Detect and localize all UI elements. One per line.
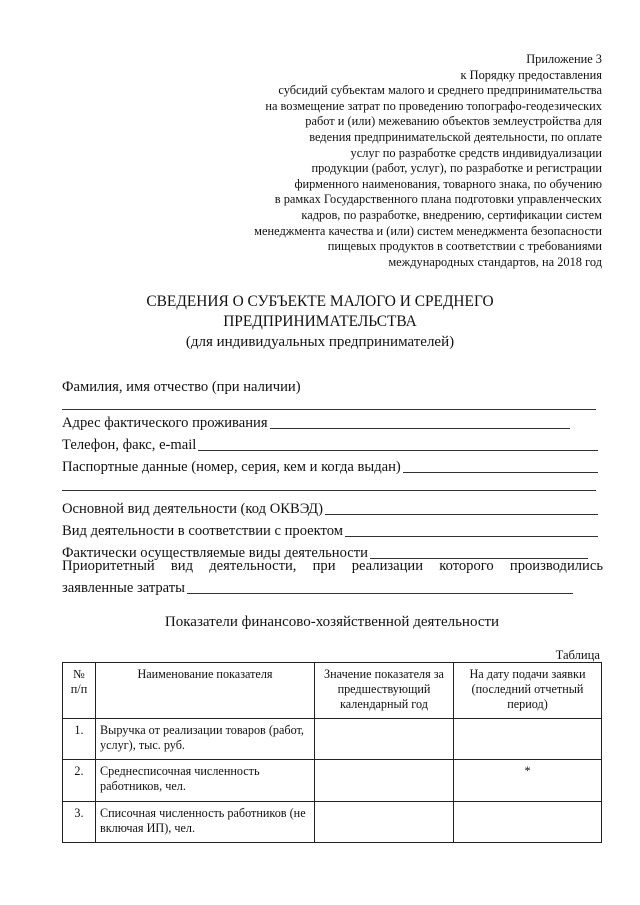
title-line-1: СВЕДЕНИЯ О СУБЪЕКТЕ МАЛОГО И СРЕДНЕГО [146, 293, 494, 310]
table-row [63, 802, 602, 843]
address-field[interactable] [270, 413, 570, 429]
indicators-table [62, 662, 602, 843]
passport-field-cont[interactable] [62, 490, 596, 491]
table-row [63, 760, 602, 802]
phone-row [62, 434, 598, 454]
header-current-period: На дату подачи заявки (последний отчетный период) [454, 663, 602, 719]
annex-line: пищевых продуктов в соответствии с требованиями [327, 239, 602, 254]
indicator-name: Среднесписочная численность работников, чел. [96, 760, 315, 802]
okved-label: Основной вид деятельности (код ОКВЭД) [62, 501, 323, 517]
passport-row [62, 456, 598, 476]
table-header-row [63, 663, 602, 719]
header-indicator-name: Наименование показателя [96, 663, 315, 719]
title-line-2: ПРЕДПРИНИМАТЕЛЬСТВА [223, 313, 417, 330]
project-activity-row [62, 520, 598, 540]
project-activity-field[interactable] [345, 521, 598, 537]
okved-row [62, 498, 598, 518]
table-caption: Таблица [555, 648, 600, 662]
previous-year-value[interactable] [315, 802, 454, 843]
current-period-value[interactable]: * [454, 760, 602, 802]
priority-activity-field[interactable] [187, 578, 573, 594]
indicator-name: Выручка от реализации товаров (работ, услуг), тыс. руб. [96, 719, 315, 760]
annex-line: Приложение 3 [526, 52, 602, 66]
passport-label: Паспортные данные (номер, серия, кем и когда выдан) [62, 459, 401, 475]
annex-line: продукции (работ, услуг), по разработке и регистрации [311, 161, 602, 176]
title-subtitle: (для индивидуальных предпринимателей) [185, 334, 455, 350]
document-title [0, 292, 640, 352]
full-name-label: Фамилия, имя отчество (при наличии) [62, 379, 301, 395]
annex-line: фирменного наименования, товарного знака, по обучению [294, 176, 602, 191]
header-previous-year: Значение показателя за предшествующий календарный год [315, 663, 454, 719]
row-number: 1. [63, 719, 96, 760]
row-number: 3. [63, 802, 96, 843]
phone-label: Телефон, факс, e-mail [62, 437, 197, 453]
phone-field[interactable] [198, 435, 598, 451]
previous-year-value[interactable] [315, 760, 454, 802]
header-number: № п/п [63, 663, 96, 719]
actual-activity-label: Фактически осуществляемые виды деятельности [62, 545, 368, 561]
priority-activity-label: Приоритетный вид деятельности, при реализации которого производились [62, 558, 603, 574]
actual-activity-field[interactable] [370, 543, 588, 559]
full-name-field[interactable] [62, 409, 596, 410]
current-period-value[interactable] [454, 802, 602, 843]
project-activity-label: Вид деятельности в соответствии с проектом [62, 523, 343, 539]
address-label: Адрес фактического проживания [62, 415, 268, 431]
annex-header [202, 52, 602, 270]
passport-field[interactable] [403, 457, 598, 473]
annex-line: ведения предпринимательской деятельности, по оплате [309, 129, 602, 144]
full-name-row [62, 376, 598, 396]
annex-line: услуг по разработке средств индивидуализации [350, 145, 602, 160]
previous-year-value[interactable] [315, 719, 454, 760]
current-period-value[interactable] [454, 719, 602, 760]
annex-line: кадров, по разработке, внедрению, сертификации систем [301, 207, 602, 222]
annex-line: менеджмента качества и (или) систем менеджмента безопасности [254, 223, 602, 238]
indicator-name: Списочная численность работников (не включая ИП), чел. [96, 802, 315, 843]
row-number: 2. [63, 760, 96, 802]
annex-line: субсидий субъектам малого и среднего предпринимательства [278, 83, 602, 98]
priority-activity-row [62, 577, 598, 597]
annex-line: в рамках Государственного плана подготовки управленческих [274, 192, 602, 207]
table-row [63, 719, 602, 760]
address-row [62, 412, 598, 432]
annex-line: на возмещение затрат по проведению топографо-геодезических [265, 98, 602, 113]
priority-activity-label-2: заявленные затраты [62, 580, 185, 596]
okved-field[interactable] [325, 499, 598, 515]
annex-line: к Порядку предоставления [460, 67, 602, 82]
annex-line: международных стандартов, на 2018 год [388, 254, 602, 269]
annex-line: работ и (или) межеванию объектов землеустройства для [305, 114, 602, 129]
section-title: Показатели финансово-хозяйственной деятельности [164, 614, 500, 630]
